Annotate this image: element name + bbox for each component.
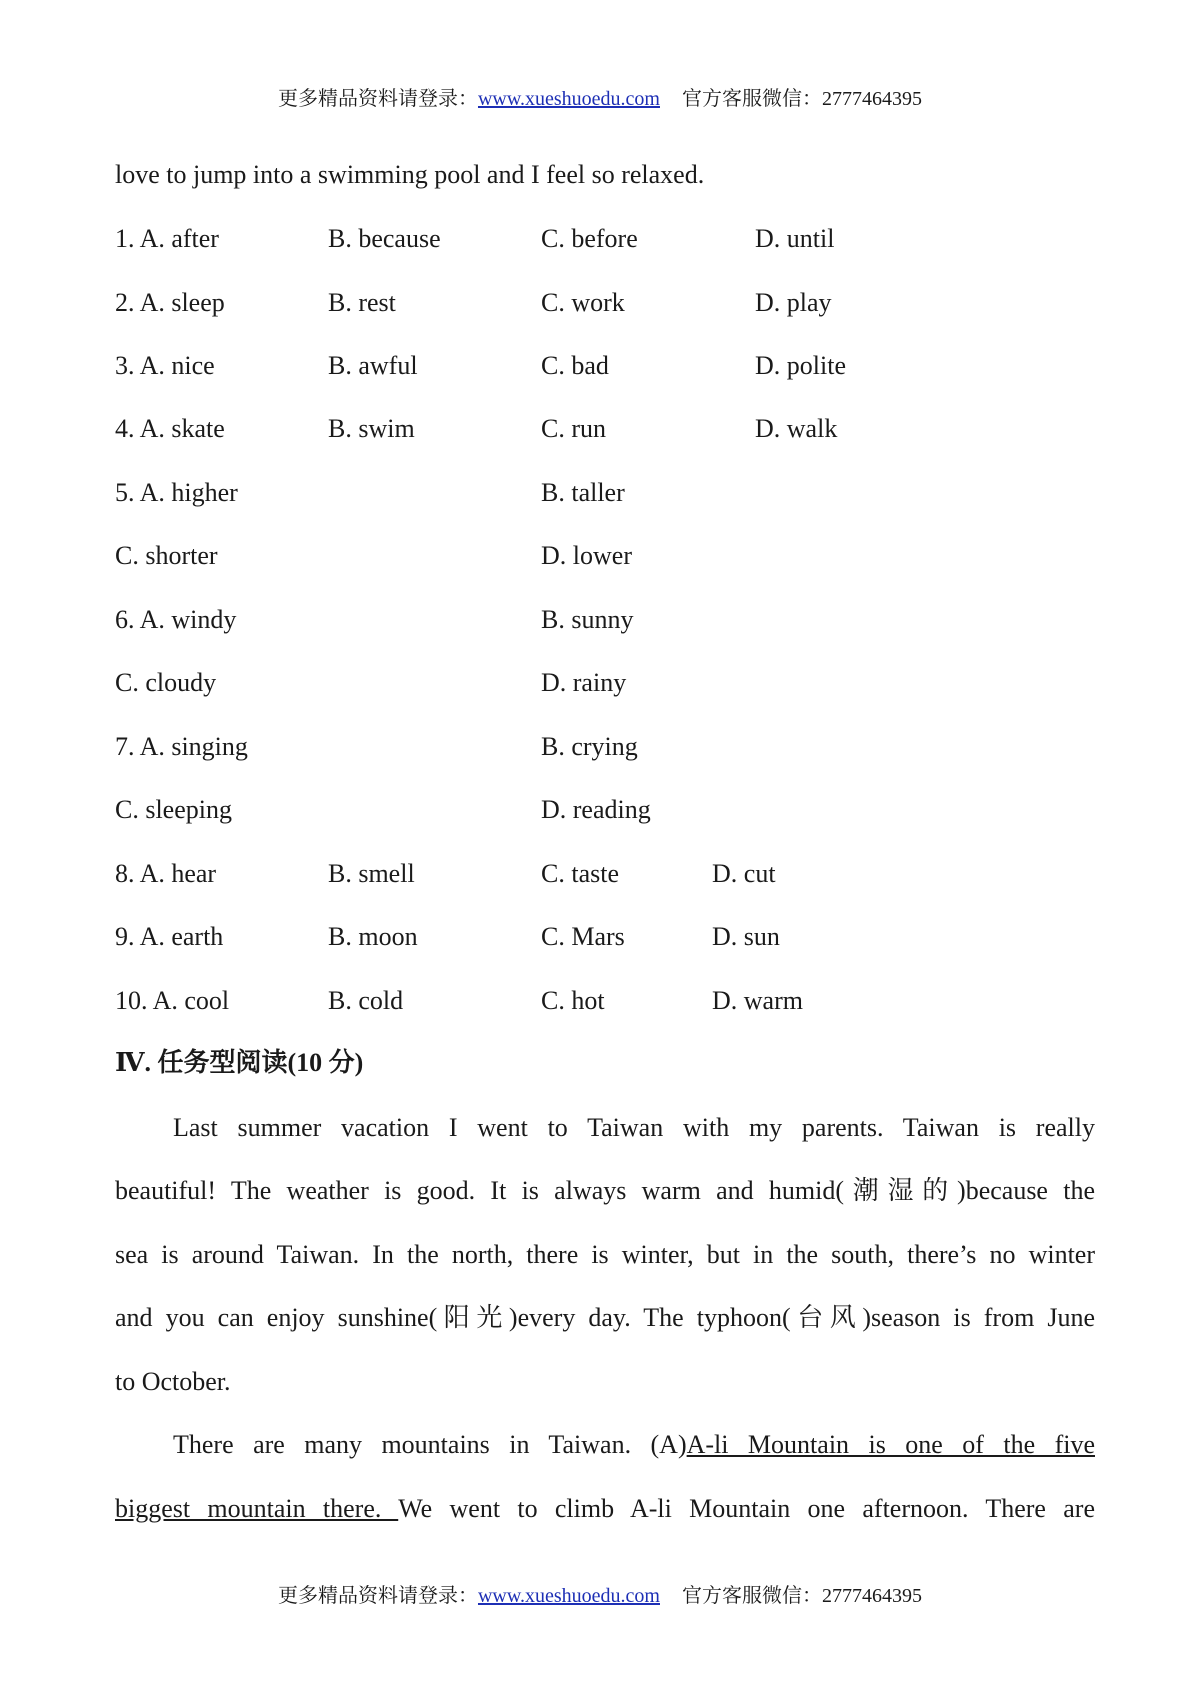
passage-p1-line-5: to October.: [115, 1367, 231, 1396]
q1-option-c: C. before: [541, 224, 638, 253]
q6-option-c: C. cloudy: [115, 668, 217, 697]
q5-option-d: D. lower: [541, 541, 632, 570]
q9-option-c: C. Mars: [541, 922, 625, 951]
q7-option-d: D. reading: [541, 795, 651, 824]
q7-option-c: C. sleeping: [115, 795, 232, 824]
q6-option-d: D. rainy: [541, 668, 627, 697]
q2-option-d: D. play: [755, 288, 832, 317]
q8-option-b: B. smell: [328, 859, 415, 888]
passage-p2-line-2-plain: We went to climb A-li Mountain one afternoon. There are: [398, 1494, 1095, 1523]
passage-p1-line-4: and you can enjoy sunshine(阳光)every day. The typhoon(台风)season is from June: [115, 1303, 1095, 1332]
passage-p2-line-1-plain: There are many mountains in Taiwan. (A): [173, 1430, 687, 1459]
q4-option-c: C. run: [541, 414, 606, 443]
q9-option-b: B. moon: [328, 922, 418, 951]
q6-option-a: 6. A. windy: [115, 605, 237, 634]
q8-option-c: C. taste: [541, 859, 619, 888]
page-footer: [0, 1579, 1200, 1608]
footer-service: 官方客服微信：2777464395: [682, 1585, 922, 1607]
q2-option-b: B. rest: [328, 288, 396, 317]
header-prefix: 更多精品资料请登录：: [277, 88, 478, 110]
passage-underlined-sentence-a-cont: biggest mountain there.: [115, 1494, 399, 1523]
q3-option-a: 3. A. nice: [115, 351, 215, 380]
footer-link[interactable]: www.xueshuoedu.com: [477, 1585, 660, 1607]
section-title: Ⅳ. 任务型阅读(10 分): [115, 1048, 364, 1077]
passage-p1-line-1: Last summer vacation I went to Taiwan with my parents. Taiwan is really: [173, 1113, 1095, 1142]
page-header: [0, 82, 1200, 111]
header-service: 官方客服微信：2777464395: [682, 88, 922, 110]
q5-option-b: B. taller: [541, 478, 625, 507]
q8-option-a: 8. A. hear: [115, 859, 217, 888]
q4-option-a: 4. A. skate: [115, 414, 225, 443]
q9-option-a: 9. A. earth: [115, 922, 224, 951]
q10-option-c: C. hot: [541, 986, 605, 1015]
q5-option-c: C. shorter: [115, 541, 218, 570]
passage-p2-line-1: [173, 1428, 1095, 1462]
intro-line: love to jump into a swimming pool and I feel so relaxed.: [115, 160, 705, 189]
q10-option-d: D. warm: [712, 986, 803, 1015]
passage-p2-line-2: [115, 1492, 1095, 1526]
q7-option-b: B. crying: [541, 732, 638, 761]
q3-option-c: C. bad: [541, 351, 609, 380]
header-link[interactable]: www.xueshuoedu.com: [477, 88, 660, 110]
q6-option-b: B. sunny: [541, 605, 634, 634]
passage-underlined-sentence-a: A-li Mountain is one of the five: [686, 1430, 1095, 1459]
footer-prefix: 更多精品资料请登录：: [277, 1585, 478, 1607]
q2-option-c: C. work: [541, 288, 625, 317]
q3-option-b: B. awful: [328, 351, 418, 380]
q7-option-a: 7. A. singing: [115, 732, 248, 761]
q8-option-d: D. cut: [712, 859, 776, 888]
q10-option-b: B. cold: [328, 986, 404, 1015]
q10-option-a: 10. A. cool: [115, 986, 230, 1015]
q3-option-d: D. polite: [755, 351, 846, 380]
q1-option-d: D. until: [755, 224, 835, 253]
q2-option-a: 2. A. sleep: [115, 288, 225, 317]
passage-p1-line-2: beautiful! The weather is good. It is always warm and humid(潮湿的)because the: [115, 1176, 1095, 1205]
q9-option-d: D. sun: [712, 922, 780, 951]
q5-option-a: 5. A. higher: [115, 478, 238, 507]
q1-option-b: B. because: [328, 224, 441, 253]
q1-option-a: 1. A. after: [115, 224, 219, 253]
q4-option-b: B. swim: [328, 414, 415, 443]
q4-option-d: D. walk: [755, 414, 838, 443]
passage-p1-line-3: sea is around Taiwan. In the north, there is winter, but in the south, there’s no winter: [115, 1240, 1095, 1269]
